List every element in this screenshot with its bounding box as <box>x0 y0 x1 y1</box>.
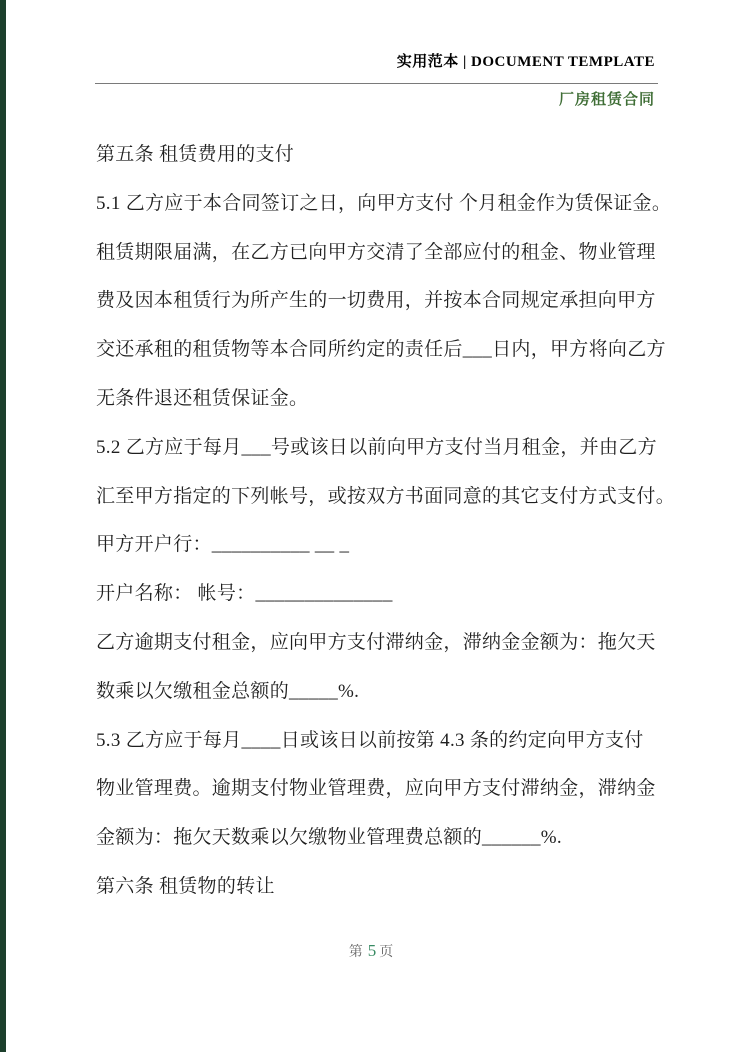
document-title: 厂房租赁合同 <box>558 92 655 108</box>
header-divider-rule <box>95 83 658 84</box>
paragraph-line: 5.3 乙方应于每月____日或该日以前按第 4.3 条的约定向甲方支付 <box>96 729 644 751</box>
page-label-prefix: 第 <box>348 945 365 960</box>
bank-line: 甲方开户行：__________ __ _ <box>96 534 350 556</box>
page-number: 5 <box>367 941 377 960</box>
document-body <box>96 131 676 912</box>
paragraph-line: 汇至甲方指定的下列帐号，或按双方书面同意的其它支付方式支付。 <box>96 485 676 507</box>
paragraph-line: 物业管理费。逾期支付物业管理费，应向甲方支付滞纳金，滞纳金 <box>96 778 656 800</box>
paragraph-line: 5.2 乙方应于每月___号或该日以前向甲方支付当月租金，并由乙方 <box>96 436 657 458</box>
paragraph-line: 数乘以欠缴租金总额的_____%. <box>96 680 360 702</box>
header-brand-text: 实用范本 | DOCUMENT TEMPLATE <box>396 54 655 70</box>
paragraph-line: 费及因本租赁行为所产生的一切费用，并按本合同规定承担向甲方 <box>96 290 656 312</box>
paragraph-line: 交还承租的租赁物等本合同所约定的责任后___日内，甲方将向乙方 <box>96 339 666 361</box>
left-accent-bar <box>0 0 6 1052</box>
paragraph-line: 乙方逾期支付租金，应向甲方支付滞纳金，滞纳金金额为：拖欠天 <box>96 631 656 653</box>
article-heading: 第五条 租赁费用的支付 <box>96 144 295 165</box>
article-heading: 第六条 租赁物的转让 <box>96 875 275 897</box>
paragraph-line: 金额为：拖欠天数乘以欠缴物业管理费总额的______%. <box>96 827 562 849</box>
page-footer <box>0 941 744 961</box>
account-line: 开户名称： 帐号：______________ <box>96 583 393 605</box>
paragraph-line: 无条件退还租赁保证金。 <box>96 387 309 409</box>
paragraph-line: 5.1 乙方应于本合同签订之日，向甲方支付 个月租金作为赁保证金。 <box>96 192 672 214</box>
page-label-suffix: 页 <box>379 945 396 960</box>
paragraph-line: 租赁期限届满，在乙方已向甲方交清了全部应付的租金、物业管理 <box>96 241 656 263</box>
